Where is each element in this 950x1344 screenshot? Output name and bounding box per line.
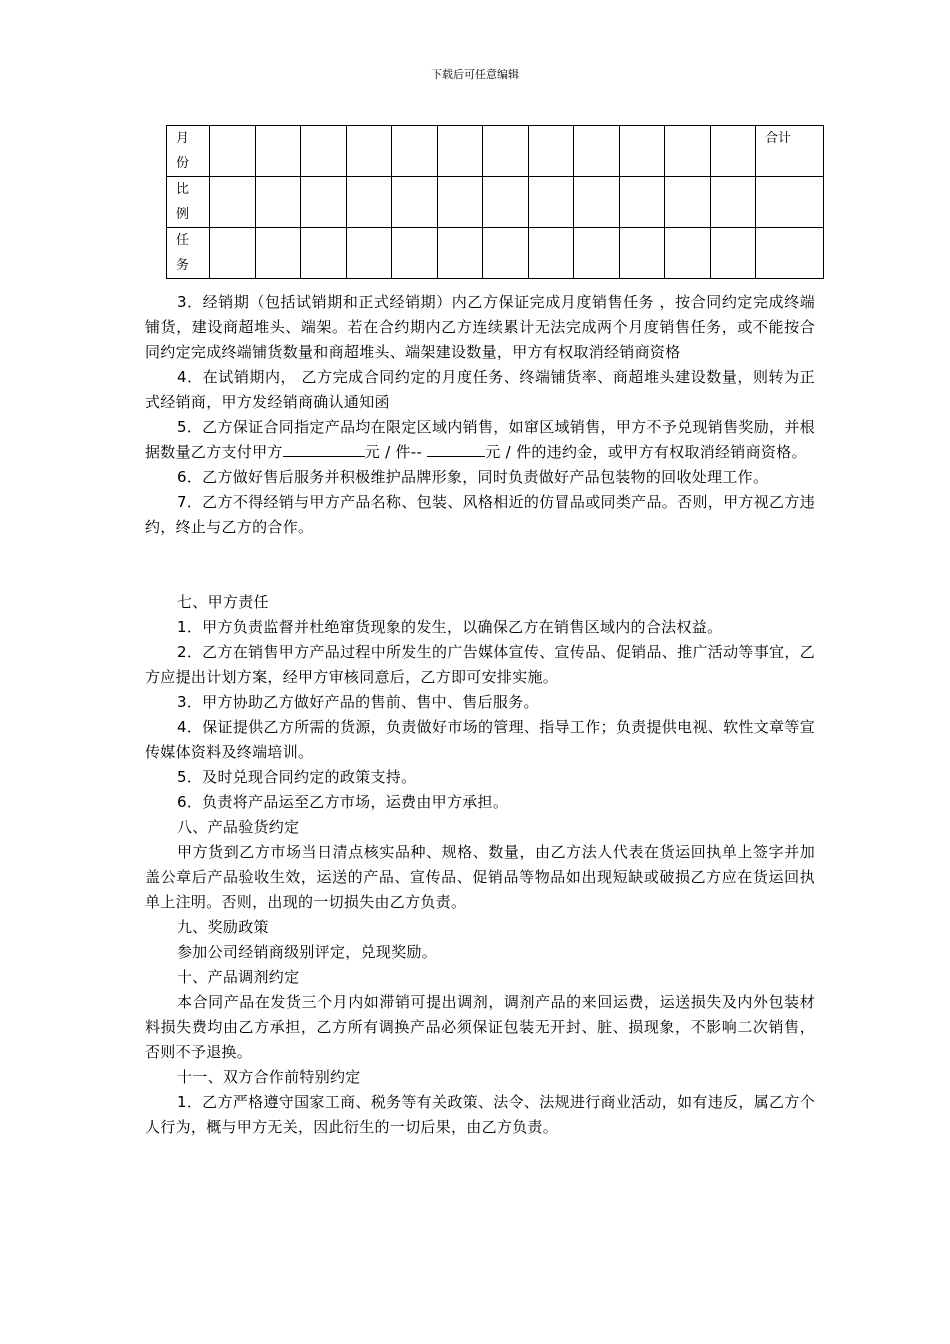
contract-body [145,290,815,1140]
penalty-blank-max[interactable] [427,440,485,457]
clause-5 [145,415,815,465]
section-11-item: 1．乙方严格遵守国家工商、税务等有关政策、法令、法规进行商业活动，如有违反，属乙方个人行为，概与甲方无关，因此衍生的一切后果，由乙方负责。 [145,1093,815,1136]
table-cell [665,177,711,228]
table-cell [483,228,529,279]
table-cell [346,177,392,228]
table-cell [483,177,529,228]
section-10-text: 本合同产品在发货三个月内如滞销可提出调剂，调剂产品的来回运费，运送损失及内外包装材料损失费均由乙方承担，乙方所有调换产品必须保证包装无开封、脏、损现象，不影响二次销售，否则不予退换。 [145,993,815,1061]
page-header-note: 下载后可任意编辑 [431,68,519,81]
section-9-text: 参加公司经销商级别评定，兑现奖励。 [177,943,438,961]
row-label-month [167,126,210,177]
table-cell [301,177,347,228]
table-row [167,177,824,228]
clause-5-text-b: 元 / 件-- [364,443,428,461]
section-7-item: 6．负责将产品运至乙方市场，运费由甲方承担。 [177,793,509,811]
table-cell [437,228,483,279]
total-header: 合计 [756,126,824,177]
section-7-title: 七、甲方责任 [177,593,269,611]
section-11-title: 十一、双方合作前特别约定 [177,1068,361,1086]
table-cell [392,228,438,279]
table-cell [528,177,574,228]
table-cell [210,228,256,279]
table-cell [483,126,529,177]
section-7-item: 2．乙方在销售甲方产品过程中所发生的广告媒体宣传、宣传品、促销品、推广活动等事宜，乙方应提出计划方案，经甲方审核同意后，乙方即可安排实施。 [145,643,815,686]
table-cell [756,177,824,228]
table-cell [437,177,483,228]
monthly-task-table [166,125,824,279]
clause-3: 3．经销期（包括试销期和正式经销期）内乙方保证完成月度销售任务 ，按合同约定完成终端铺货，建设商超堆头、端架。若在合约期内乙方连续累计无法完成两个月度销售任务，或不能按合同约定完成终端铺货数量和商超堆头、端架建设数量，甲方有权取消经销商资格 [145,293,815,361]
clause-5-text-a: 5．乙方保证合同指定产品均在限定区域内销售，如窜区域销售，甲方不予兑现销售奖励，并根据数量乙方支付甲方 [145,418,815,461]
section-7-item: 5．及时兑现合同约定的政策支持。 [177,768,417,786]
table-cell [437,126,483,177]
table-cell [392,126,438,177]
table-cell [665,228,711,279]
table-cell [255,126,301,177]
table-cell [255,177,301,228]
row-label-text: 月 份 [176,131,190,171]
table-cell [346,126,392,177]
table-cell [301,126,347,177]
table-cell [392,177,438,228]
table-cell [346,228,392,279]
table-cell [619,228,665,279]
section-7-item: 1．甲方负责监督并杜绝窜货现象的发生，以确保乙方在销售区域内的合法权益。 [177,618,723,636]
clause-4: 4．在试销期内， 乙方完成合同约定的月度任务、终端铺货率、商超堆头建设数量，则转为正式经销商，甲方发经销商确认通知函 [145,368,815,411]
row-label-ratio [167,177,210,228]
section-9-title: 九、奖励政策 [177,918,269,936]
table-cell [528,126,574,177]
penalty-blank-min[interactable] [283,440,365,457]
table-cell [255,228,301,279]
section-8-title: 八、产品验货约定 [177,818,300,836]
clause-5-text-c: 元 / 件的违约金，或甲方有权取消经销商资格。 [485,443,807,461]
section-7-item: 4．保证提供乙方所需的货源，负责做好市场的管理、指导工作；负责提供电视、软性文章等宣传媒体资料及终端培训。 [145,718,815,761]
section-10-title: 十、产品调剂约定 [177,968,300,986]
table-cell [665,126,711,177]
table-cell [619,177,665,228]
table-cell [574,126,620,177]
clause-6: 6．乙方做好售后服务并积极维护品牌形象，同时负责做好产品包装物的回收处理工作。 [177,468,769,486]
table-cell [210,177,256,228]
table-cell [710,177,756,228]
table-cell [619,126,665,177]
section-8-text: 甲方货到乙方市场当日清点核实品种、规格、数量，由乙方法人代表在货运回执单上签字并加盖公章后产品验收生效，运送的产品、宣传品、促销品等物品如出现短缺或破损乙方应在货运回执单上注明。否则，出现的一切损失由乙方负责。 [145,843,815,911]
table-cell [574,228,620,279]
row-label-text: 任 务 [176,233,190,273]
table-cell [574,177,620,228]
table-row [167,228,824,279]
table-cell [756,228,824,279]
table-row [167,126,824,177]
table-cell [210,126,256,177]
section-gap [145,540,815,590]
table-cell [710,126,756,177]
row-label-text: 比 例 [176,182,190,222]
row-label-task [167,228,210,279]
table-cell [301,228,347,279]
table-cell [528,228,574,279]
table-cell [710,228,756,279]
clause-7: 7．乙方不得经销与甲方产品名称、包装、风格相近的仿冒品或同类产品。否则，甲方视乙方违约，终止与乙方的合作。 [145,493,815,536]
section-7-item: 3．甲方协助乙方做好产品的售前、售中、售后服务。 [177,693,539,711]
